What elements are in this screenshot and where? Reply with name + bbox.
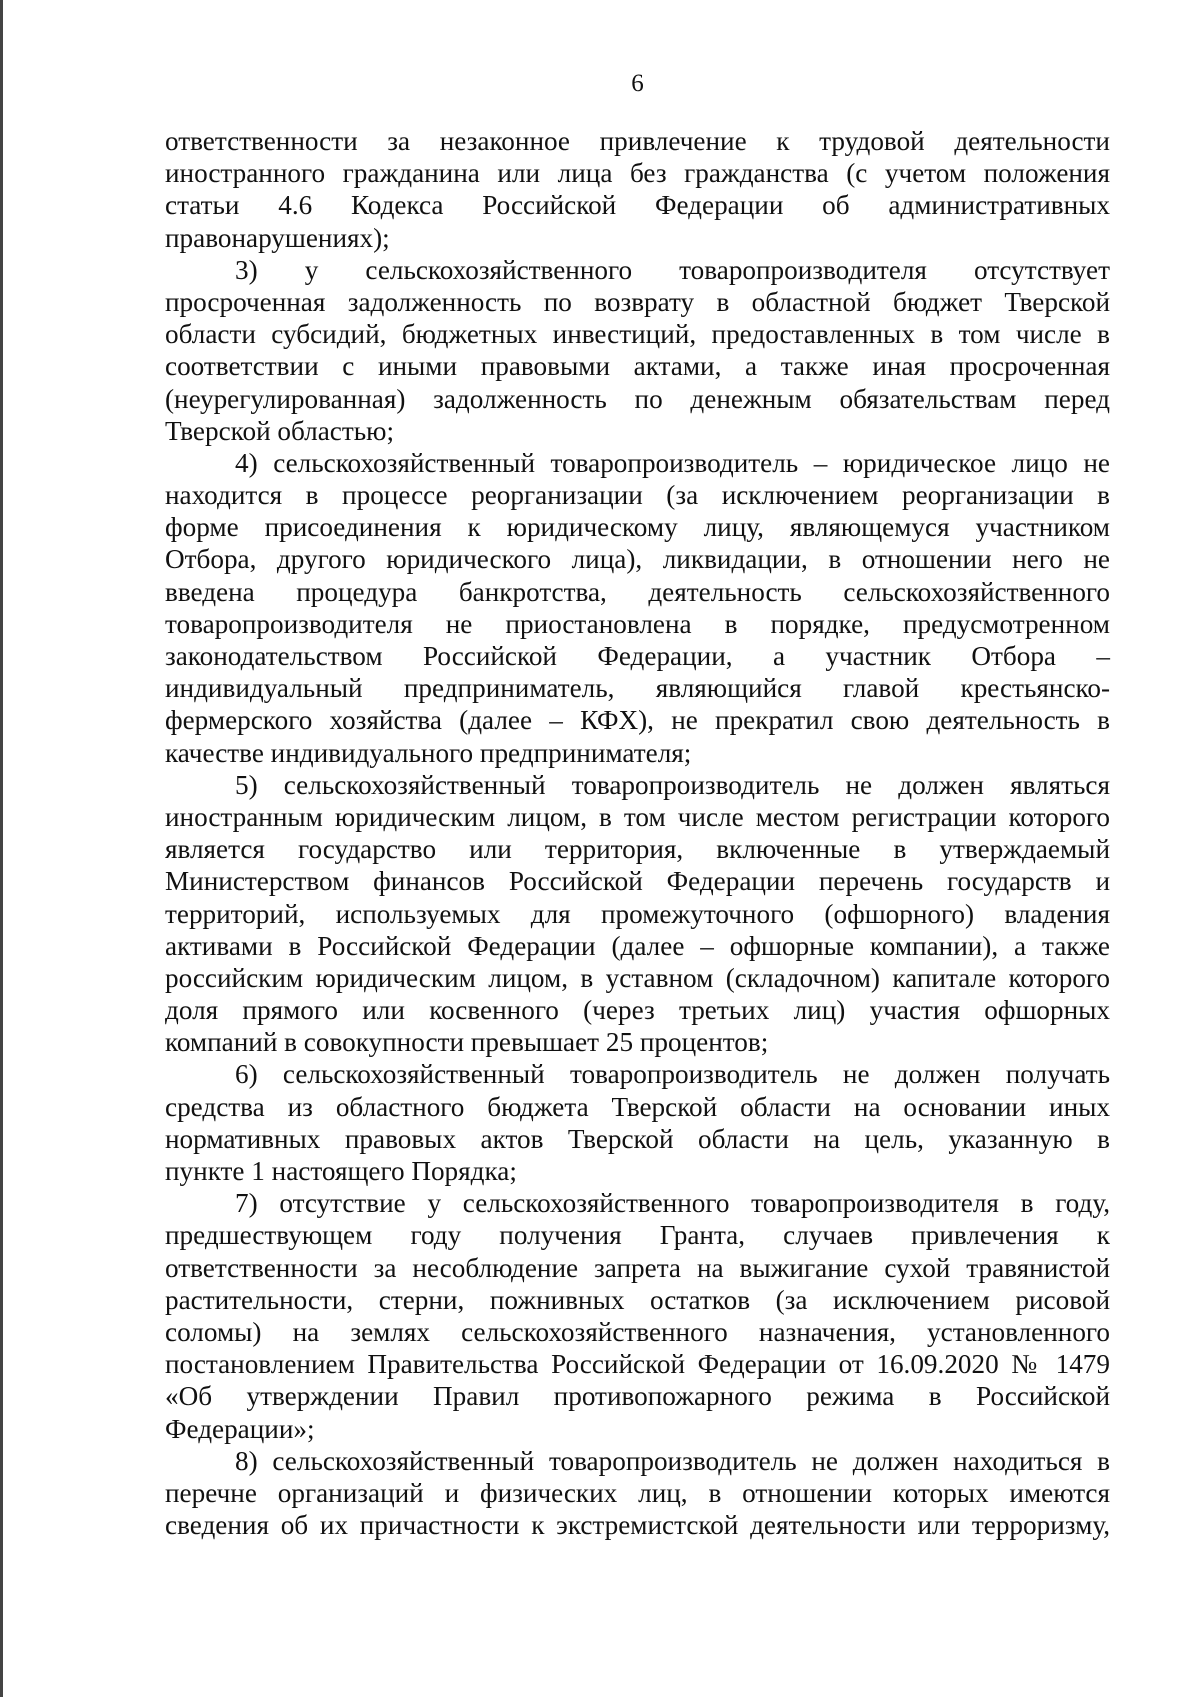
text-line: компаний в совокупности превышает 25 процентов; (165, 1027, 769, 1058)
text-line: 3) у сельскохозяйственного товаропроизводителя отсутствует (235, 254, 1110, 285)
text-line: активами в Российской Федерации (далее – офшорные компании), а также (165, 930, 1110, 961)
page-number: 6 (631, 70, 644, 97)
text-line: «Об утверждении Правил противопожарного режима в Российской (165, 1381, 1110, 1412)
document-body (165, 125, 1110, 1541)
text-line: 5) сельскохозяйственный товаропроизводитель не должен являться (235, 769, 1110, 800)
text-line: иностранного гражданина или лица без гражданства (с учетом положения (165, 158, 1110, 189)
text-line: Министерством финансов Российской Федерации перечень государств и (165, 866, 1110, 897)
paragraph-continuation (165, 125, 1110, 254)
text-line: предшествующем году получения Гранта, случаев привлечения к (165, 1220, 1110, 1251)
text-line: фермерского хозяйства (далее – КФХ), не прекратил свою деятельность в (165, 705, 1110, 736)
text-line: просроченная задолженность по возврату в областной бюджет Тверской (165, 286, 1110, 317)
paragraph-item-6 (165, 1058, 1110, 1187)
text-line: индивидуальный предприниматель, являющийся главой крестьянско- (165, 673, 1110, 704)
text-line: правонарушениях); (165, 222, 390, 253)
text-line: области субсидий, бюджетных инвестиций, предоставленных в том числе в (165, 319, 1110, 350)
text-line: ответственности за незаконное привлечение к трудовой деятельности (165, 126, 1110, 156)
text-line: форме присоединения к юридическому лицу, являющемуся участником (165, 512, 1110, 543)
text-line: 6) сельскохозяйственный товаропроизводитель не должен получать (235, 1059, 1110, 1090)
text-line: территорий, используемых для промежуточного (офшорного) владения (165, 898, 1110, 929)
text-line: доля прямого или косвенного (через третьих лиц) участия офшорных (165, 995, 1110, 1026)
paragraph-item-5 (165, 769, 1110, 1059)
text-line: статьи 4.6 Кодекса Российской Федерации об административных (165, 190, 1110, 221)
text-line: является государство или территория, включенные в утверждаемый (165, 834, 1110, 865)
text-line: Тверской областью; (165, 415, 395, 446)
paragraph-item-8 (165, 1445, 1110, 1542)
text-line: нормативных правовых актов Тверской области на цель, указанную в (165, 1123, 1110, 1154)
text-line: перечне организаций и физических лиц, в отношении которых имеются (165, 1477, 1110, 1508)
text-line: 7) отсутствие у сельскохозяйственного товаропроизводителя в году, (235, 1188, 1110, 1219)
text-line: постановлением Правительства Российской Федерации от 16.09.2020 № 1479 (165, 1349, 1110, 1380)
text-line: сведения об их причастности к экстремистской деятельности или терроризму, (165, 1510, 1110, 1541)
text-line: качестве индивидуального предпринимателя; (165, 737, 692, 768)
text-line: иностранным юридическим лицом, в том числе местом регистрации которого (165, 801, 1110, 832)
text-line: введена процедура банкротства, деятельность сельскохозяйственного (165, 576, 1110, 607)
paragraph-item-3 (165, 254, 1110, 447)
paragraph-item-7 (165, 1187, 1110, 1445)
text-line: 8) сельскохозяйственный товаропроизводитель не должен находиться в (235, 1445, 1110, 1476)
text-line: Отбора, другого юридического лица), ликвидации, в отношении него не (165, 544, 1110, 575)
text-line: российским юридическим лицом, в уставном (складочном) капитале которого (165, 962, 1110, 993)
text-line: законодательством Российской Федерации, а участник Отбора – (165, 641, 1110, 671)
text-line: средства из областного бюджета Тверской области на основании иных (165, 1091, 1110, 1122)
paragraph-item-4 (165, 447, 1110, 769)
text-line: пункте 1 настоящего Порядка; (165, 1156, 517, 1186)
scan-edge (0, 0, 3, 1697)
text-line: находится в процессе реорганизации (за исключением реорганизации в (165, 480, 1110, 511)
text-line: (неурегулированная) задолженность по денежным обязательствам перед (165, 383, 1110, 414)
text-line: соответствии с иными правовыми актами, а также иная просроченная (165, 351, 1110, 382)
text-line: соломы) на землях сельскохозяйственного назначения, установленного (165, 1316, 1110, 1347)
text-line: Федерации»; (165, 1413, 315, 1444)
text-line: товаропроизводителя не приостановлена в порядке, предусмотренном (165, 608, 1110, 639)
text-line: растительности, стерни, пожнивных остатков (за исключением рисовой (165, 1284, 1110, 1315)
text-line: ответственности за несоблюдение запрета на выжигание сухой травянистой (165, 1252, 1110, 1283)
text-line: 4) сельскохозяйственный товаропроизводитель – юридическое лицо не (235, 447, 1110, 478)
